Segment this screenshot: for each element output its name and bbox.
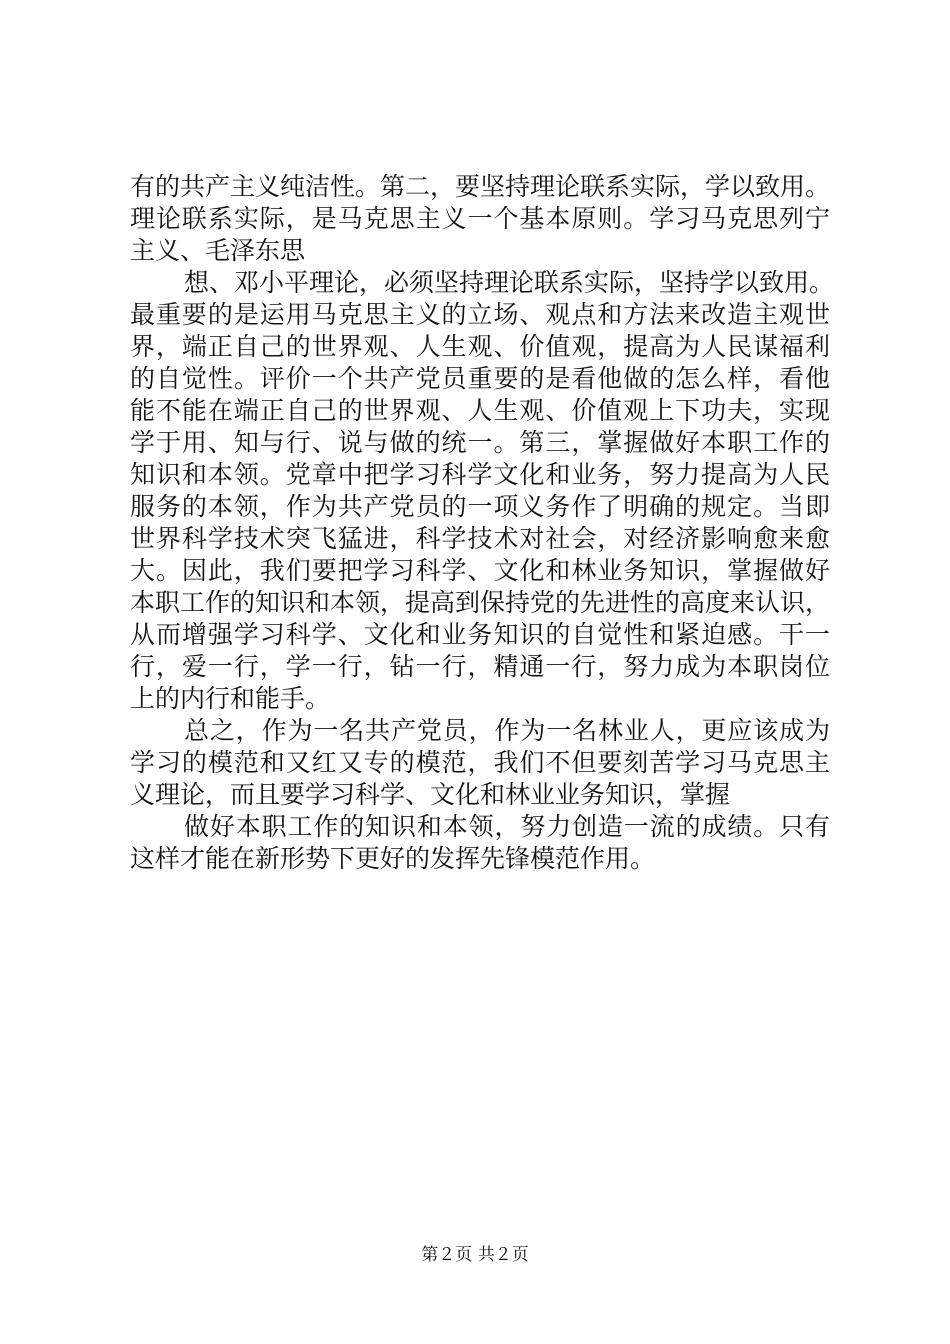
text-line: 最重要的是运用马克思主义的立场、观点和方法来改造主观世 bbox=[130, 300, 830, 329]
page-number-footer: 第２页 共２页 bbox=[421, 1245, 529, 1265]
text-line: 理论联系实际，是马克思主义一个基本原则。学习马克思列宁 bbox=[130, 204, 830, 233]
text-line: 从而增强学习科学、文化和业务知识的自觉性和紧迫感。干一 bbox=[130, 620, 830, 649]
text-line: 知识和本领。党章中把学习科学文化和业务，努力提高为人民 bbox=[130, 460, 830, 489]
text-line: 这样才能在新形势下更好的发挥先锋模范作用。 bbox=[130, 844, 656, 873]
text-line: 服务的本领，作为共产党员的一项义务作了明确的规定。当即 bbox=[130, 492, 830, 521]
text-line: 义理论，而且要学习科学、文化和林业业务知识，掌握 bbox=[130, 780, 731, 809]
text-line: 能不能在端正自己的世界观、人生观、价值观上下功夫，实现 bbox=[130, 396, 830, 425]
text-line: 做好本职工作的知识和本领，努力创造一流的成绩。只有 bbox=[184, 812, 830, 841]
text-line: 世界科学技术突飞猛进，科学技术对社会，对经济影响愈来愈 bbox=[130, 524, 830, 553]
text-line: 学习的模范和又红又专的模范，我们不但要刻苦学习马克思主 bbox=[130, 748, 830, 777]
text-line: 本职工作的知识和本领，提高到保持党的先进性的高度来认识， bbox=[130, 588, 831, 617]
text-line: 的自觉性。评价一个共产党员重要的是看他做的怎么样，看他 bbox=[130, 364, 830, 393]
text-line: 大。因此，我们要把学习科学、文化和林业务知识，掌握做好 bbox=[130, 556, 830, 585]
text-line: 界，端正自己的世界观、人生观、价值观，提高为人民谋福利 bbox=[130, 332, 830, 361]
text-line: 有的共产主义纯洁性。第二，要坚持理论联系实际，学以致用。 bbox=[130, 172, 831, 201]
text-line: 行，爱一行，学一行，钻一行，精通一行，努力成为本职岗位 bbox=[130, 652, 830, 681]
text-line: 主义、毛泽东思 bbox=[130, 236, 306, 265]
document-body bbox=[130, 171, 835, 875]
text-line: 上的内行和能手。 bbox=[130, 684, 331, 713]
text-line: 学于用、知与行、说与做的统一。第三，掌握做好本职工作的 bbox=[130, 428, 830, 457]
text-line: 总之，作为一名共产党员，作为一名林业人，更应该成为 bbox=[184, 716, 830, 745]
text-line: 想、邓小平理论，必须坚持理论联系实际，坚持学以致用。 bbox=[184, 268, 835, 297]
